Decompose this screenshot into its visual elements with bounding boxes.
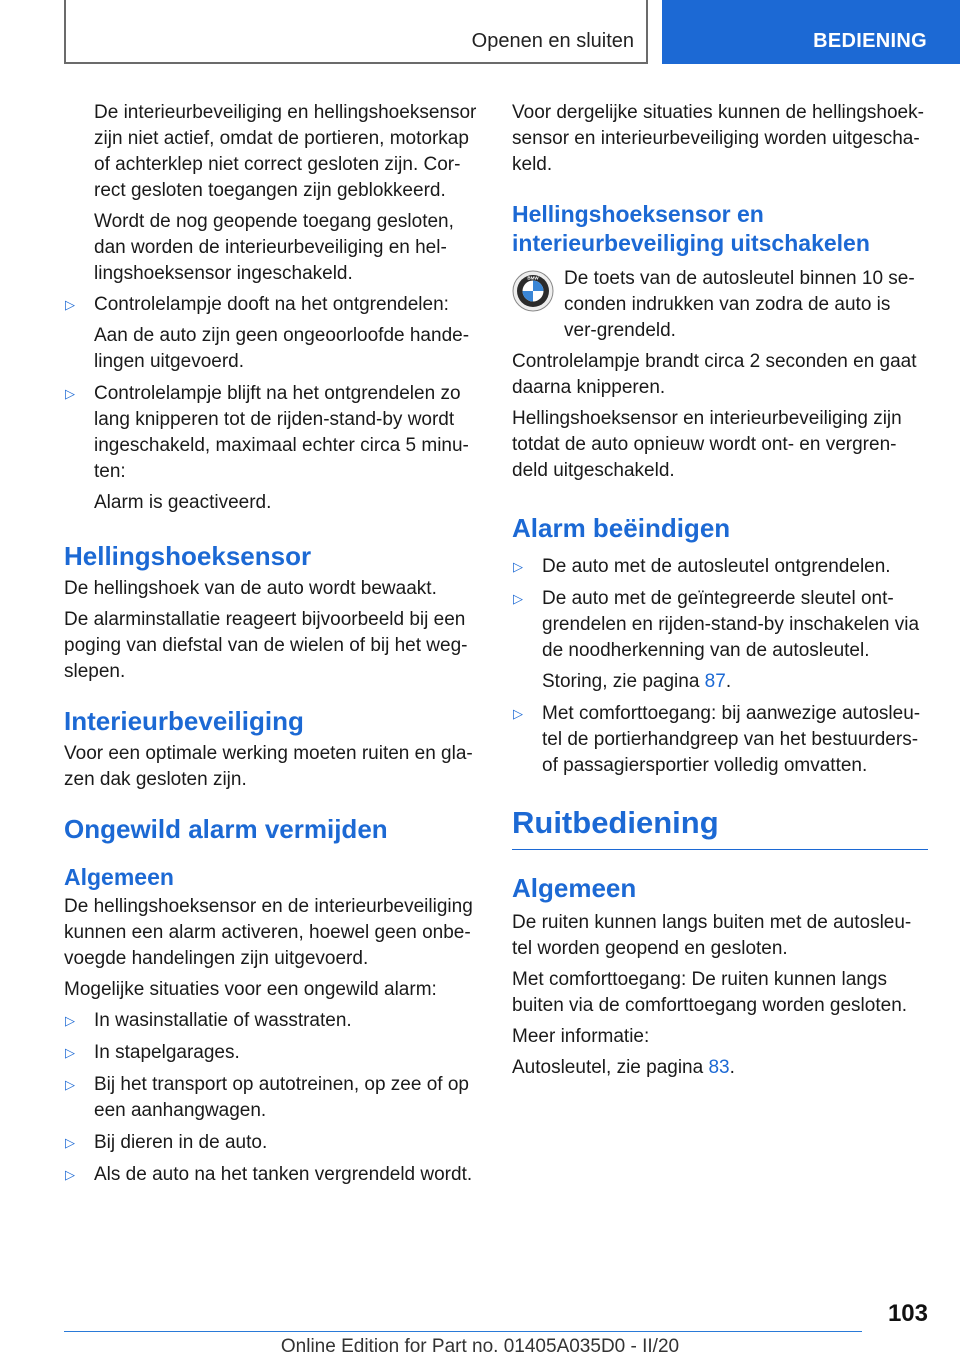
heading-ruit-algemeen: Algemeen — [512, 873, 637, 903]
triangle-right-icon: ▷ — [65, 297, 75, 312]
list-item-text: Bij het transport op autotreinen, op zee of op een aanhangwagen. — [94, 1074, 469, 1121]
list-item — [64, 292, 478, 375]
list-item — [64, 381, 478, 516]
header-chapter-box — [662, 0, 960, 64]
paragraph: Met comforttoegang: De ruiten kunnen langs buiten via de comforttoegang worden gesloten. — [512, 969, 908, 1016]
paragraph: Wordt de nog geopende toegang gesloten, dan worden de interieurbeveiliging en hel-lingshoeksensor ingeschakeld. — [94, 211, 454, 284]
reference-text: Autosleutel, zie pagina — [512, 1057, 709, 1078]
list-item-text: In wasinstallatie of wasstraten. — [94, 1010, 352, 1031]
paragraph: Mogelijke situaties voor een ongewild alarm: — [64, 979, 437, 1000]
triangle-right-icon: ▷ — [65, 1167, 75, 1182]
list-item — [64, 1008, 478, 1034]
section-title: Openen en sluiten — [471, 30, 634, 52]
key-instruction — [512, 266, 928, 344]
triangle-right-icon: ▷ — [65, 1045, 75, 1060]
paragraph: Voor dergelijke situaties kunnen de hellingshoek-sensor en interieurbeveiliging worden uitgescha-keld. — [512, 102, 924, 175]
heading-uitschakelen: Hellingshoeksensor en interieurbeveiliging uitschakelen — [512, 201, 870, 256]
heading-interieurbeveiliging: Interieurbeveiliging — [64, 706, 304, 736]
list-item — [512, 701, 928, 779]
svg-text:BMW: BMW — [527, 275, 539, 281]
list-item — [64, 1162, 478, 1188]
list-item-text: Controlelampje dooft na het ontgrendelen: — [94, 294, 449, 315]
page-link-87[interactable]: 87 — [704, 671, 726, 692]
paragraph: De interieurbeveiliging en hellingshoeksensor zijn niet actief, omdat de portieren, motorkap of achterklep niet correct gesloten zijn. Cor-rect gesloten toegangen zijn geblokkeerd. — [94, 102, 477, 201]
page-link-83[interactable]: 83 — [708, 1057, 730, 1078]
triangle-right-icon: ▷ — [513, 591, 523, 606]
reference-text: Storing, zie pagina — [542, 671, 705, 692]
chapter-title: BEDIENING — [813, 30, 927, 52]
list-item-text: De auto met de autosleutel ontgrendelen. — [542, 556, 891, 577]
paragraph: De hellingshoek van de auto wordt bewaakt. — [64, 578, 437, 599]
heading-hellingshoeksensor: Hellingshoeksensor — [64, 541, 312, 571]
triangle-right-icon: ▷ — [65, 1135, 75, 1150]
paragraph: Hellingshoeksensor en interieurbeveiliging zijn totdat de auto opnieuw wordt ont- en vergren-deld uitgeschakeld. — [512, 408, 902, 481]
list-item — [64, 1072, 478, 1124]
paragraph: De alarminstallatie reageert bijvoorbeeld bij een poging van diefstal van de wielen of bij het weg-slepen. — [64, 609, 468, 682]
paragraph: De hellingshoeksensor en de interieurbeveiliging kunnen een alarm activeren, hoewel geen onbe-voegde handelingen zijn uitgevoerd. — [64, 896, 473, 969]
list-item-subtext: Alarm is geactiveerd. — [94, 492, 272, 513]
paragraph: Meer informatie: — [512, 1026, 650, 1047]
paragraph: De ruiten kunnen langs buiten met de autosleu-tel worden geopend en gesloten. — [512, 912, 912, 959]
list-item-text: Met comforttoegang: bij aanwezige autosleu-tel de portierhandgreep van het bestuurders-of passagiersportier volledig omvatten. — [542, 703, 921, 776]
list-item-text: Bij dieren in de auto. — [94, 1132, 268, 1153]
list-item-text: Als de auto na het tanken vergrendeld wordt. — [94, 1164, 473, 1185]
triangle-right-icon: ▷ — [65, 1077, 75, 1092]
list-item — [512, 554, 928, 580]
list-item-text: Controlelampje blijft na het ontgrendelen zo lang knipperen tot de rijden-stand-by wordt ingeschakeld, maximaal echter circa 5 minu-ten: — [94, 383, 469, 482]
list-item-text: De auto met de geïntegreerde sleutel ont-grendelen en rijden-stand-by inschakelen via de noodherkenning van de autosleutel. — [542, 588, 920, 661]
left-column — [64, 100, 478, 1194]
paragraph: De toets van de autosleutel binnen 10 se-conden indrukken van zodra de auto is ver-grendeld. — [564, 268, 915, 341]
heading-alarm-beeindigen: Alarm beëindigen — [512, 513, 731, 543]
heading-algemeen: Algemeen — [64, 864, 174, 890]
list-item — [512, 586, 928, 695]
triangle-right-icon: ▷ — [513, 559, 523, 574]
header-section-box — [64, 0, 648, 64]
paragraph: Controlelampje brandt circa 2 seconden en gaat daarna knipperen. — [512, 351, 917, 398]
paragraph: Autosleutel, zie pagina 83. — [512, 1057, 735, 1078]
footer-divider — [64, 1331, 862, 1332]
bmw-logo-icon — [512, 270, 554, 317]
right-column — [512, 100, 928, 1086]
triangle-right-icon: ▷ — [513, 706, 523, 721]
footer-edition: Online Edition for Part no. 01405A035D0 - II/20 — [280, 1336, 680, 1357]
triangle-right-icon: ▷ — [65, 1013, 75, 1028]
heading-ruitbediening: Ruitbediening — [512, 803, 928, 850]
page-number: 103 — [887, 1300, 928, 1327]
list-item — [64, 1130, 478, 1156]
paragraph: Voor een optimale werking moeten ruiten en gla-zen dak gesloten zijn. — [64, 743, 473, 790]
list-item-subtext: Aan de auto zijn geen ongeoorloofde hande-lingen uitgevoerd. — [94, 325, 470, 372]
triangle-right-icon: ▷ — [65, 386, 75, 401]
list-item-text: In stapelgarages. — [94, 1042, 240, 1063]
list-item — [64, 1040, 478, 1066]
list-item-subtext: Storing, zie pagina 87. — [542, 671, 732, 692]
heading-ongewild-alarm: Ongewild alarm vermijden — [64, 814, 388, 844]
